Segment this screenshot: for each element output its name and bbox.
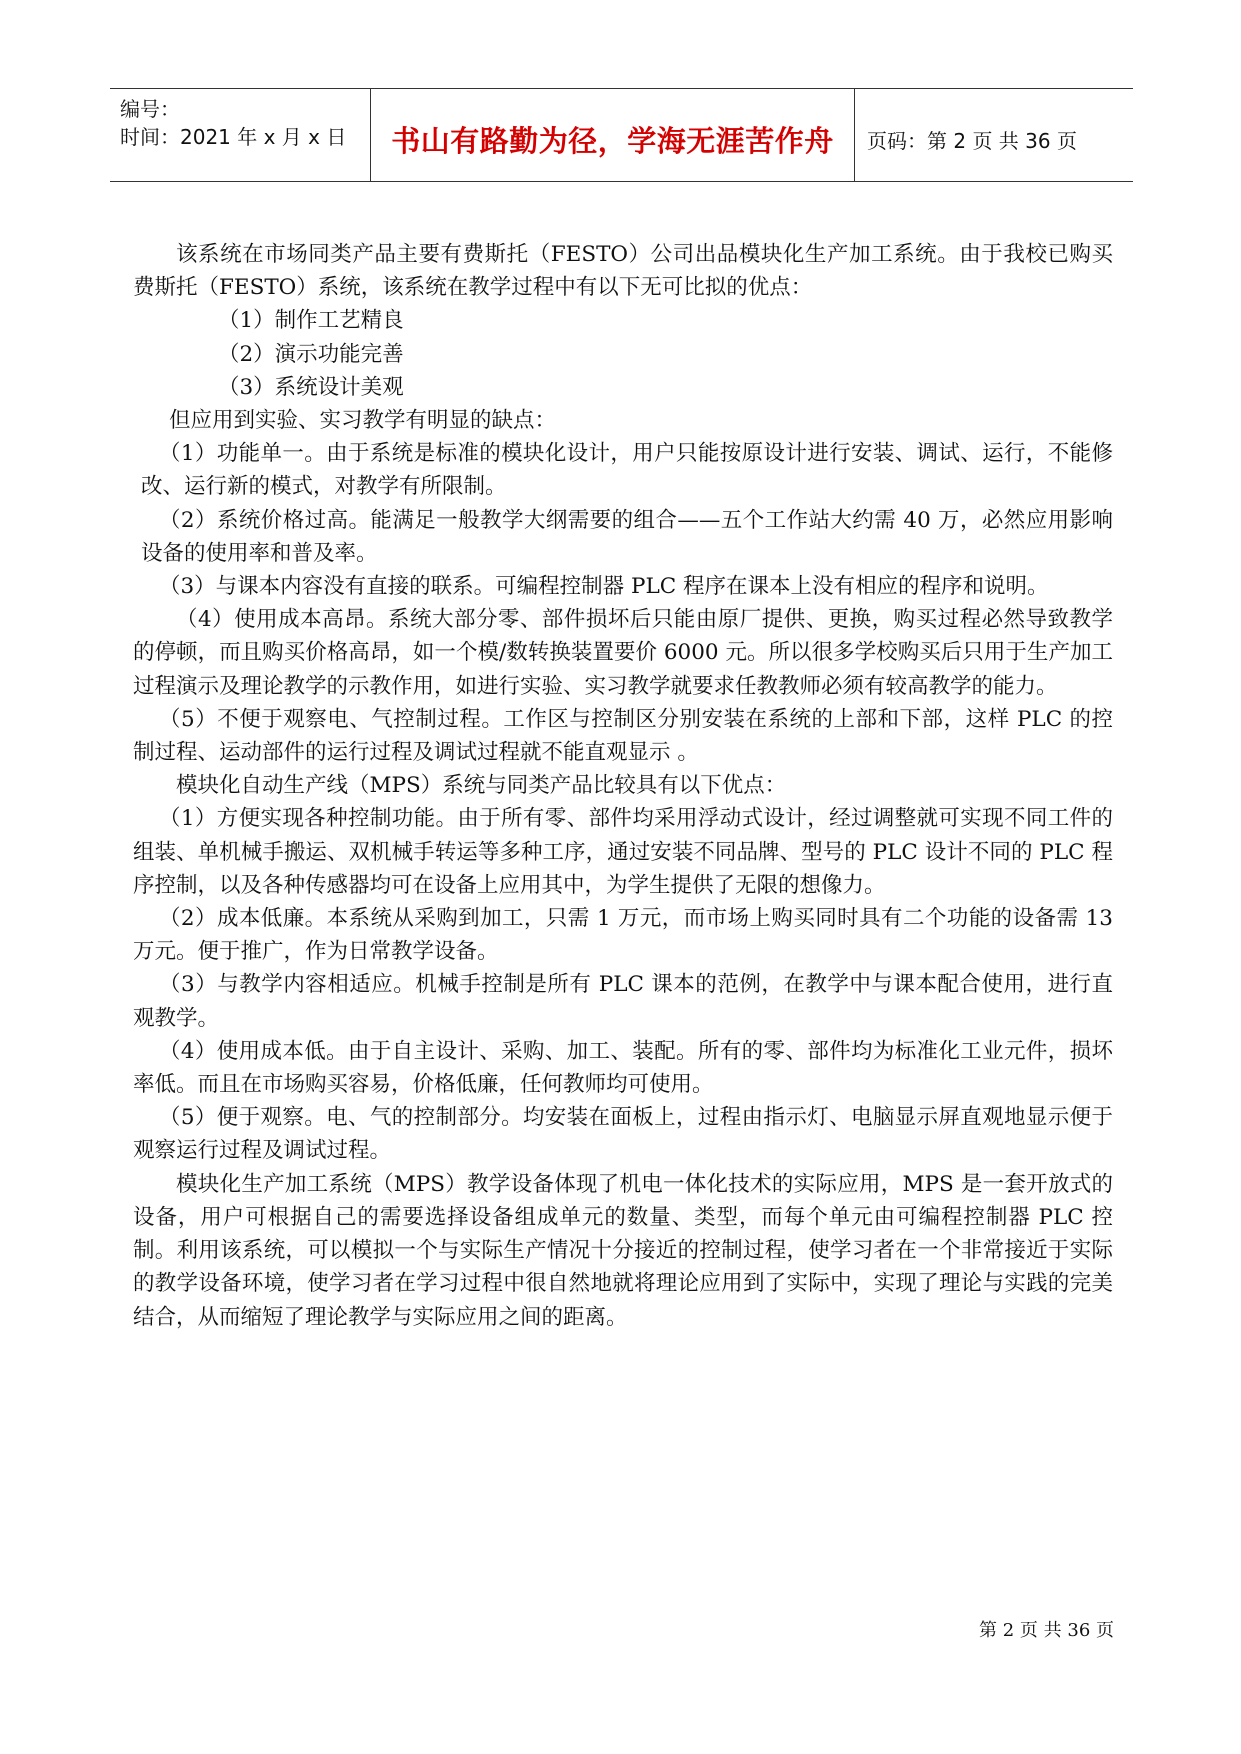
- list-item: （4）使用成本高昂。系统大部分零、部件损坏后只能由原厂提供、更换，购买过程必然导致教学的停顿，而且购买价格高昂，如一个模/数转换装置要价 6000 元。所以很多学校购买后只用于生产加工过程演示及理论教学的示教作用，如进行实验、实习教学就要求任教教师必须有较高教学的能力。: [133, 607, 1113, 699]
- header-page-code: 页码：第 2 页 共 36 页: [867, 129, 1077, 153]
- document-number-label: 编号：: [120, 97, 180, 121]
- list-item: （3）系统设计美观: [218, 374, 404, 400]
- document-body: [133, 238, 1113, 1334]
- header-info-cell: [110, 89, 371, 181]
- header-motto-cell: [371, 89, 855, 181]
- paragraph: 模块化自动生产线（MPS）系统与同类产品比较具有以下优点：: [176, 773, 787, 799]
- header-page-cell: [855, 89, 1133, 181]
- list-item: （2）成本低廉。本系统从采购到加工，只需 1 万元，而市场上购买同时具有二个功能的设备需 13 万元。便于推广，作为日常教学设备。: [133, 906, 1113, 965]
- list-item: （5）便于观察。电、气的控制部分。均安装在面板上，过程由指示灯、电脑显示屏直观地显示便于观察运行过程及调试过程。: [133, 1105, 1113, 1164]
- paragraph: 该系统在市场同类产品主要有费斯托（FESTO）公司出品模块化生产加工系统。由于我校已购买费斯托（FESTO）系统，该系统在教学过程中有以下无可比拟的优点：: [133, 242, 1113, 301]
- list-item: （4）使用成本低。由于自主设计、采购、加工、装配。所有的零、部件均为标准化工业元件，损坏率低。而且在市场购买容易，价格低廉，任何教师均可使用。: [133, 1038, 1113, 1098]
- list-item: （2）系统价格过高。能满足一般教学大纲需要的组合——五个工作站大约需 40 万，必然应用影响设备的使用率和普及率。: [141, 507, 1113, 566]
- list-item: （1）制作工艺精良: [218, 308, 404, 334]
- page-footer: 第 2 页 共 36 页: [979, 1620, 1114, 1641]
- list-item: （1）方便实现各种控制功能。由于所有零、部件均采用浮动式设计，经过调整就可实现不同工件的组装、单机械手搬运、双机械手转运等多种工序，通过安装不同品牌、型号的 PLC 设计不同的 PLC 程序控制，以及各种传感器均可在设备上应用其中，为学生提供了无限的想像力。: [133, 806, 1113, 898]
- paragraph: 但应用到实验、实习教学有明显的缺点：: [169, 408, 557, 434]
- list-item: （5）不便于观察电、气控制过程。工作区与控制区分别安装在系统的上部和下部，这样 PLC 的控制过程、运动部件的运行过程及调试过程就不能直观显示 。: [133, 706, 1113, 766]
- list-item: （2）演示功能完善: [218, 341, 404, 367]
- list-item: （3）与课本内容没有直接的联系。可编程控制器 PLC 程序在课本上没有相应的程序和说明。: [159, 574, 1049, 600]
- list-item: （3）与教学内容相适应。机械手控制是所有 PLC 课本的范例，在教学中与课本配合使用，进行直观教学。: [133, 972, 1113, 1031]
- page-header: [110, 88, 1133, 182]
- document-time-label: 时间：2021 年 x 月 x 日: [120, 125, 347, 149]
- paragraph: 模块化生产加工系统（MPS）教学设备体现了机电一体化技术的实际应用，MPS 是一套开放式的设备，用户可根据自己的需要选择设备组成单元的数量、类型，而每个单元由可编程控制器 PLC 控制。利用该系统，可以模拟一个与实际生产情况十分接近的控制过程，使学习者在一个非常接近于实际的教学设备环境，使学习者在学习过程中很自然地就将理论应用到了实际中，实现了理论与实践的完美结合，从而缩短了理论教学与实际应用之间的距离。: [133, 1171, 1113, 1330]
- header-motto: 书山有路勤为径，学海无涯苦作舟: [391, 124, 834, 158]
- list-item: （1）功能单一。由于系统是标准的模块化设计，用户只能按原设计进行安装、调试、运行，不能修改、运行新的模式，对教学有所限制。: [141, 441, 1113, 500]
